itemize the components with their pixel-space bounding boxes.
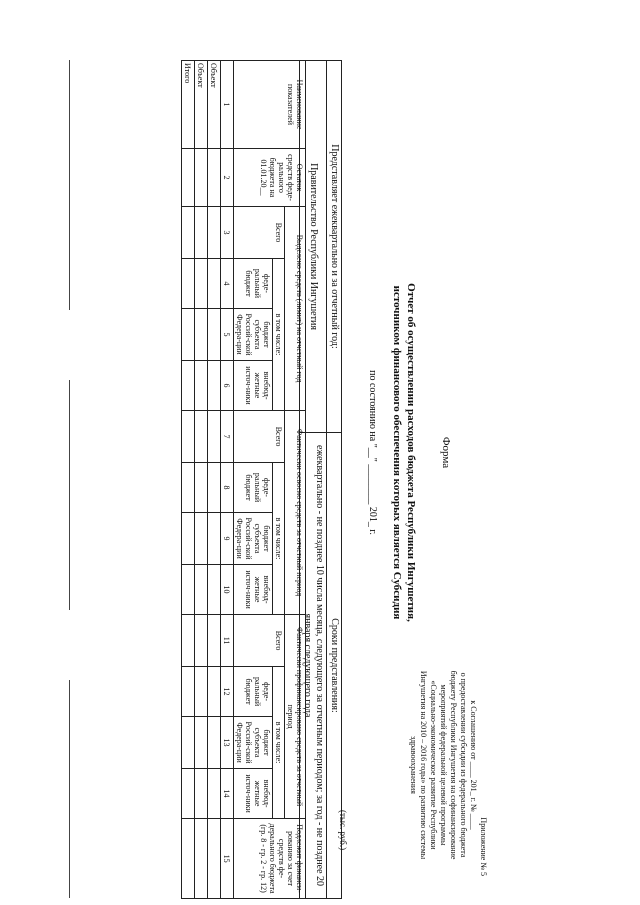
col-fed-header: феде-ральный бюджет <box>234 463 273 513</box>
units-label: (тыс. руб.) <box>338 810 348 851</box>
date-line: по состоянию на "__" ________ 201_ г. <box>367 370 378 535</box>
col-allocated-header: Выделено средств (лимит) на отчетный год <box>285 207 306 411</box>
approval-line: к Соглашению от ____ 201_ г. № ____ <box>469 700 478 830</box>
row-label: Итого <box>182 61 195 149</box>
table-row <box>195 61 208 899</box>
column-number: 15 <box>221 819 234 899</box>
deadline-value: ежеквартально - не позднее 10 числа месяца, следующего за отчетным периодом; за год - не позднее 20 января следующего года <box>300 433 327 899</box>
row-label: Объект <box>195 61 208 149</box>
table-row <box>208 61 221 899</box>
col-balance-header: Остаток средств феде-рального бюджета на 01.01.20__ <box>234 149 306 207</box>
approval-line: мероприятий федеральной целевой программы <box>439 684 448 846</box>
signature-line <box>69 60 70 310</box>
column-number: 8 <box>221 463 234 513</box>
column-number: 1 <box>221 61 234 149</box>
col-total-header: Всего <box>234 615 285 667</box>
col-subj-header: бюджет субъекта Россий-ской Федера-ции <box>234 717 273 769</box>
approval-line: бюджету Республики Ингушетия на софинансирование <box>449 670 458 860</box>
col-subj-header: бюджет субъекта Россий-ской Федера-ции <box>234 513 273 565</box>
col-extra-header: внебюд-жетные источ-ники <box>234 769 273 819</box>
submitter-value: Правительство Республики Ингушетия <box>300 61 327 433</box>
column-number: 10 <box>221 565 234 615</box>
col-extra-header: внебюд-жетные источ-ники <box>234 565 273 615</box>
col-total-header: Всего <box>234 207 285 259</box>
col-financed-header: Фактически профинансировано средств за отчетный период <box>285 615 306 819</box>
col-incl-header: в том числе: <box>273 667 285 819</box>
column-number: 12 <box>221 667 234 717</box>
column-number: 9 <box>221 513 234 565</box>
col-fed-header: феде-ральный бюджет <box>234 259 273 309</box>
approval-line: Ингушетия на 2010 – 2016 годы» по развитию системы <box>419 670 428 860</box>
col-subj-header: бюджет субъекта Россий-ской Федера-ции <box>234 309 273 361</box>
approval-line: Приложение № 5 <box>479 817 488 876</box>
column-number: 2 <box>221 149 234 207</box>
col-extra-header: внебюд-жетные источ-ники <box>234 361 273 411</box>
report-title-line: источником финансового обеспечения которых является Субсидия <box>391 285 403 620</box>
approval-line: здравоохранения <box>409 736 418 794</box>
col-name-header: Наименование показателей <box>234 61 306 149</box>
table-row <box>182 61 195 899</box>
column-number: 5 <box>221 309 234 361</box>
col-remaining-header: Подлежит финанси-рованию за счет средств фе-дерального бюджета (гр. 8 - гр. 2 - гр. 12) <box>234 819 306 899</box>
column-number: 7 <box>221 411 234 463</box>
column-numbers-row <box>221 61 234 899</box>
report-title <box>390 150 418 755</box>
submitter-heading: Представляет ежеквартально и за отчетный год: <box>327 61 342 433</box>
report-table <box>181 60 306 899</box>
row-label: Объект <box>208 61 221 149</box>
approval-line: о предоставлении субсидии из федерального бюджета <box>459 672 468 858</box>
signature-line <box>69 380 70 610</box>
column-number: 14 <box>221 769 234 819</box>
col-incl-header: в том числе: <box>273 463 285 615</box>
column-number: 13 <box>221 717 234 769</box>
deadline-heading: Сроки представления: <box>327 433 342 899</box>
signature-line <box>69 680 70 898</box>
col-total-header: Всего <box>234 411 285 463</box>
column-number: 11 <box>221 615 234 667</box>
approval-line: «Социально-экономическое развитие Республики <box>429 680 438 850</box>
column-number: 6 <box>221 361 234 411</box>
report-title-line: Отчет об осуществлении расходов бюджета Республики Ингушетия, <box>405 283 417 622</box>
column-number: 3 <box>221 207 234 259</box>
col-spent-header: Фактически освоено средств за отчетный период <box>285 411 306 615</box>
column-number: 4 <box>221 259 234 309</box>
form-label: Форма <box>440 436 452 469</box>
col-incl-header: в том числе: <box>273 259 285 411</box>
col-fed-header: феде-ральный бюджет <box>234 667 273 717</box>
